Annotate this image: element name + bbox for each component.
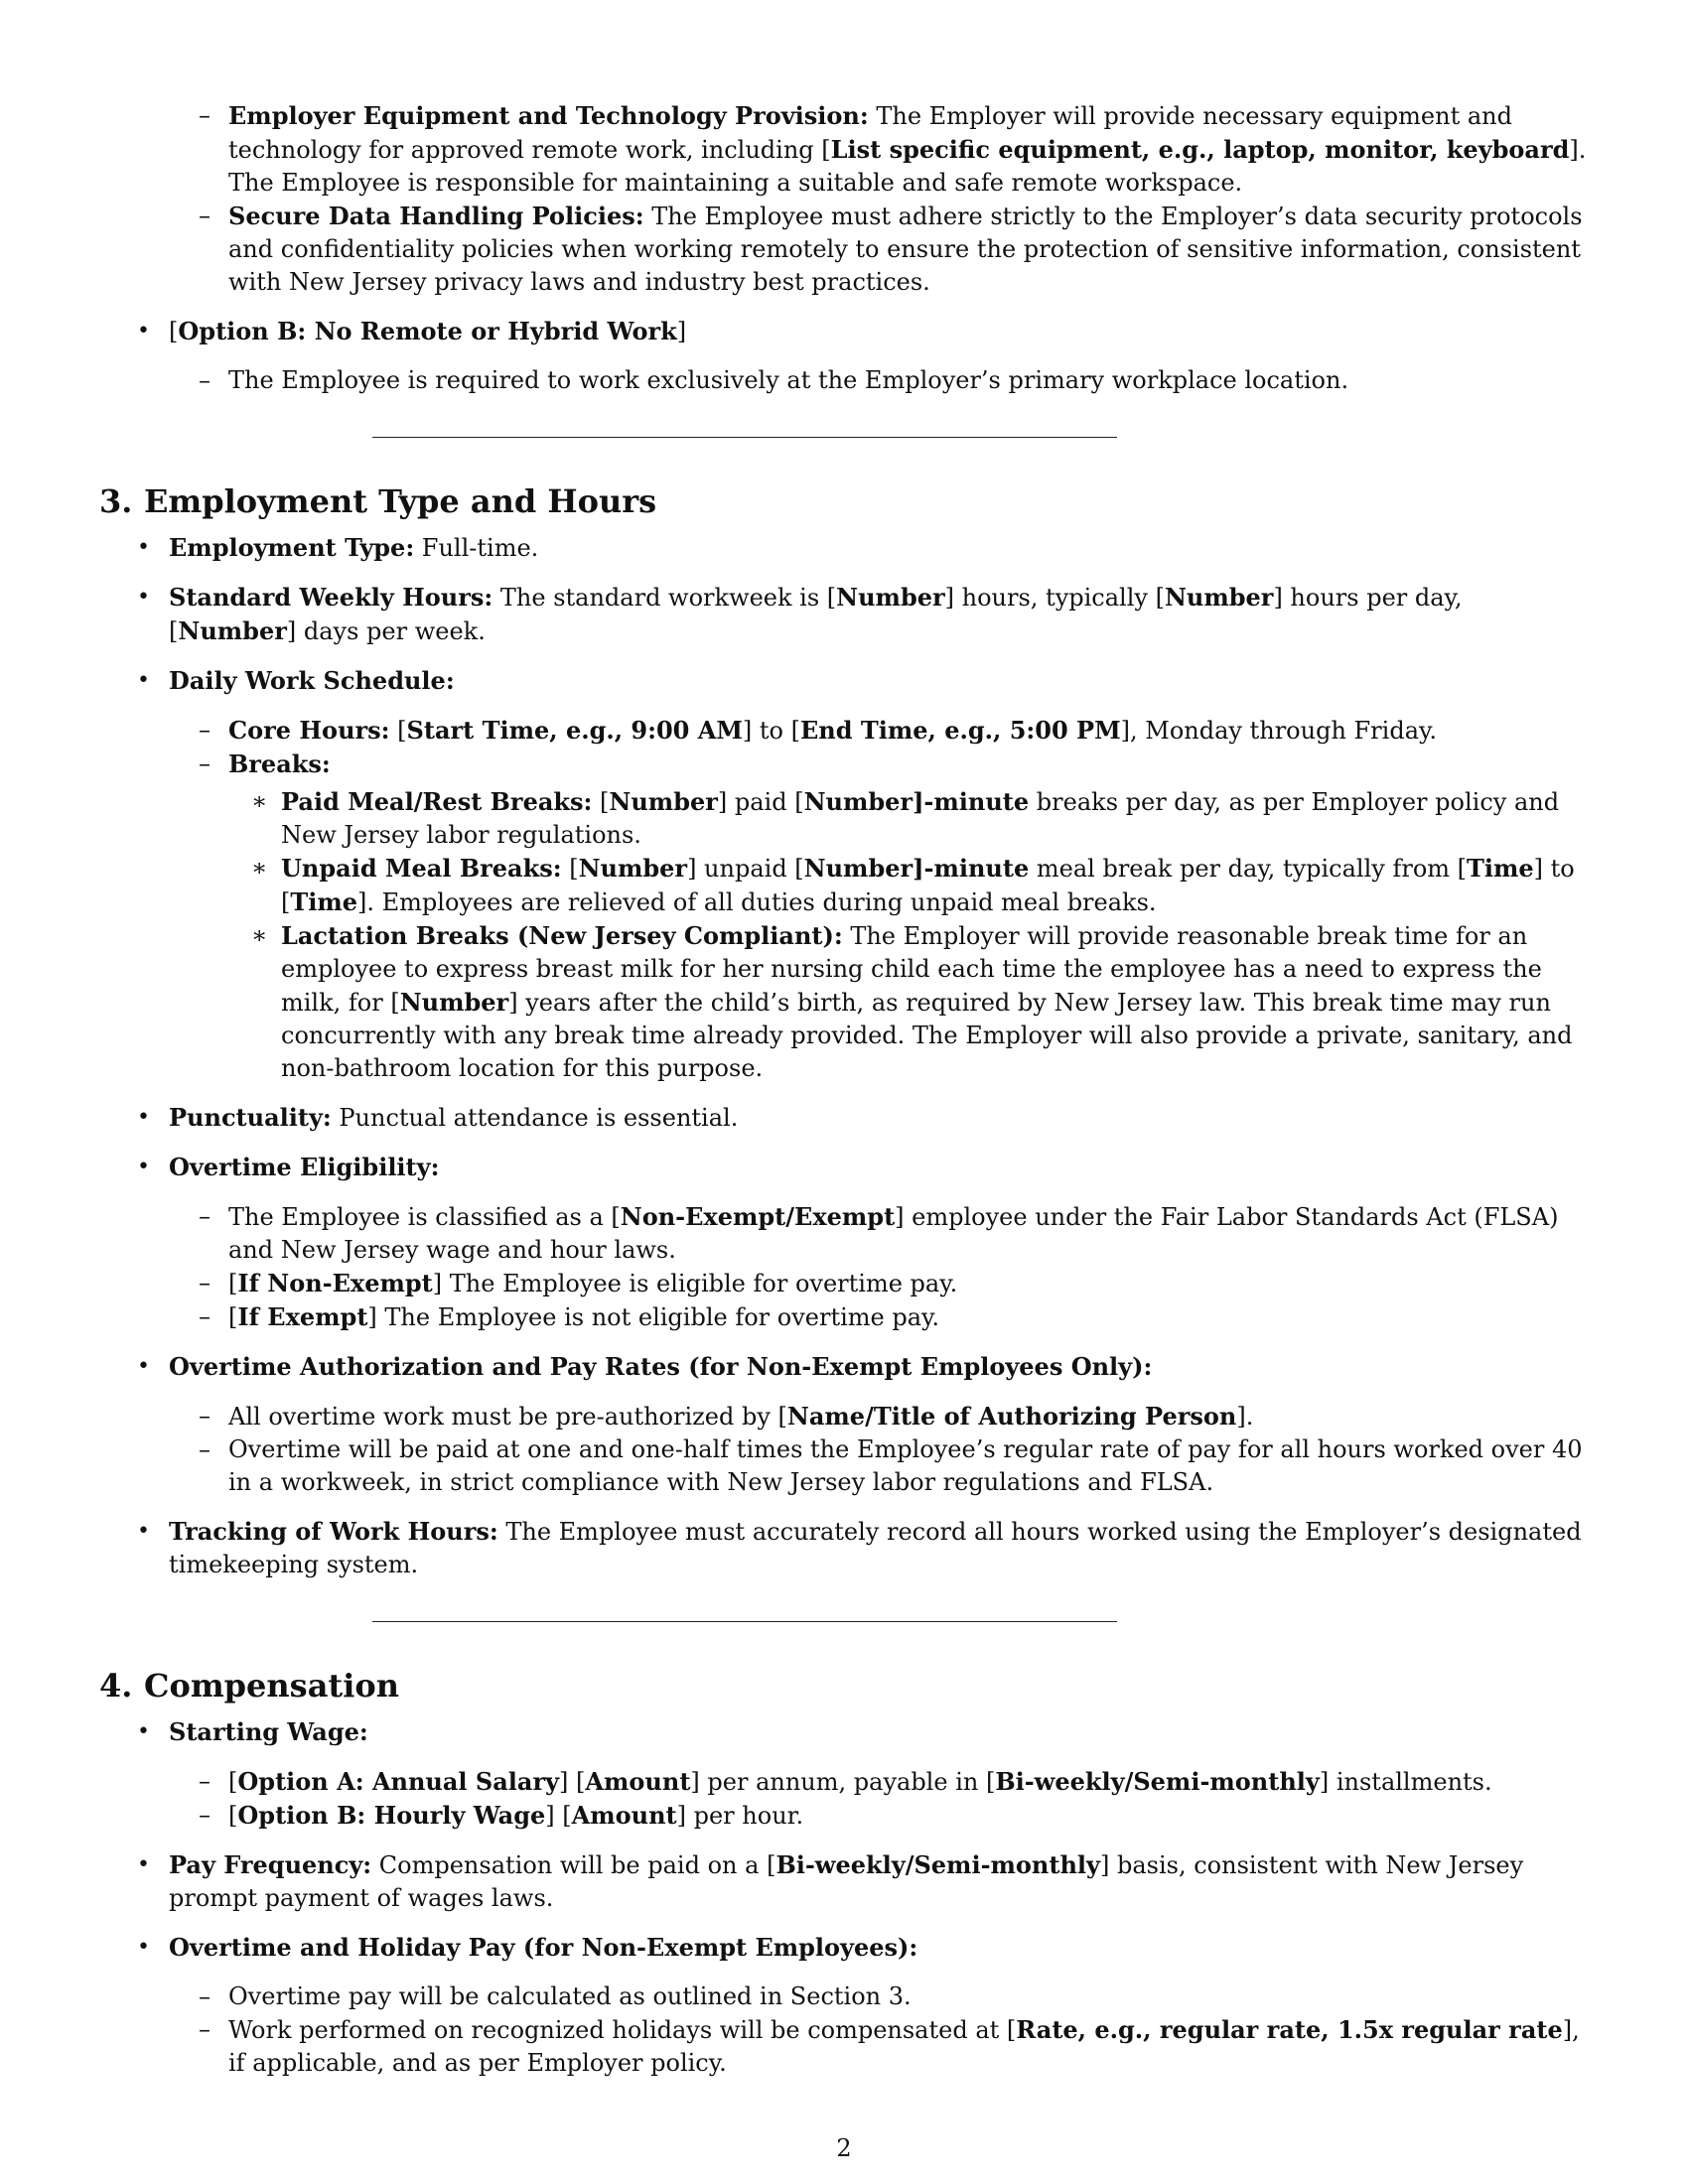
list-item: – Employer Equipment and Technology Provision: The Employer will provide necessary equipment and technology for approved remote work, including [List specific equipment, e.g., laptop, monitor, keyboard]. The Employee is responsible for maintaining a suitable and safe remote workspace.: [99, 99, 1589, 200]
overtime-eligibility-sublist: [99, 1200, 1589, 1334]
list-item: – Core Hours: [Start Time, e.g., 9:00 AM] to [End Time, e.g., 5:00 PM], Monday through Friday.: [99, 714, 1589, 748]
list-item: – [If Exempt] The Employee is not eligible for overtime pay.: [99, 1300, 1589, 1334]
section-heading: 4. Compensation: [99, 1667, 399, 1705]
list-item: – All overtime work must be pre-authorized by [Name/Title of Authorizing Person].: [99, 1400, 1589, 1433]
section-4-list: [99, 1715, 1589, 2080]
starting-wage-sublist: [99, 1765, 1589, 1833]
list-item: – [Option A: Annual Salary] [Amount] per annum, payable in [Bi-weekly/Semi-monthly] installments.: [99, 1765, 1589, 1799]
list-item: – Secure Data Handling Policies: The Employee must adhere strictly to the Employer’s data security protocols and confidentiality policies when working remotely to ensure the protection of sensitive information, consistent with New Jersey privacy laws and industry best practices.: [99, 200, 1589, 299]
list-item: • Employment Type: Full-time.: [99, 531, 1589, 565]
list-item: • Pay Frequency: Compensation will be paid on a [Bi-weekly/Semi-monthly] basis, consistent with New Jersey prompt payment of wages laws.: [99, 1848, 1589, 1915]
page-number: 2: [836, 2134, 852, 2162]
list-item: ∗ Paid Meal/Rest Breaks: [Number] paid [Number]-minute breaks per day, as per Employer policy and New Jersey labor regulations.: [99, 785, 1589, 852]
list-item: – [If Non-Exempt] The Employee is eligible for overtime pay.: [99, 1267, 1589, 1300]
breaks-sublist: [99, 785, 1589, 1085]
list-item: – [Option B: Hourly Wage] [Amount] per hour.: [99, 1799, 1589, 1833]
option-b-list: [99, 315, 1589, 397]
placeholder: List specific equipment, e.g., laptop, monitor, keyboard: [830, 135, 1570, 164]
list-item: ∗ Unpaid Meal Breaks: [Number] unpaid [Number]-minute meal break per day, typically from [Time] to [Time]. Employees are relieved of all duties during unpaid meal breaks.: [99, 852, 1589, 919]
list-item: • Overtime and Holiday Pay (for Non-Exempt Employees): – Overtime pay will be calculated as outlined in Section 3. – Work performed on recognized holidays will be compensated at [Rate, e.g., regular rate, 1.5x regular rate], if applicable, and as per Employer policy.: [99, 1931, 1589, 2080]
list-item: • Overtime Eligibility: – The Employee is classified as a [Non-Exempt/Exempt] employee under the Fair Labor Standards Act (FLSA) and New Jersey wage and hour laws. – [If Non-Exempt] The Employee is eligible for overtime pay. – [If Exempt] The Employee is not eligible for overtime pay.: [99, 1151, 1589, 1334]
option-b-sublist: [99, 364, 1589, 397]
list-item: – Overtime pay will be calculated as outlined in Section 3.: [99, 1980, 1589, 2013]
overtime-holiday-sublist: [99, 1980, 1589, 2080]
section-divider: [372, 1621, 1117, 1622]
list-item: • Overtime Authorization and Pay Rates (for Non-Exempt Employees Only): – All overtime work must be pre-authorized by [Name/Title of Authorizing Person]. – Overtime will be paid at one and one-half times the Employee’s regular rate of pay for all hours worked over 40 in a workweek, in strict compliance with New Jersey labor regulations and FLSA.: [99, 1350, 1589, 1499]
list-item: • Punctuality: Punctual attendance is essential.: [99, 1101, 1589, 1135]
list-item: – Overtime will be paid at one and one-half times the Employee’s regular rate of pay for all hours worked over 40 in a workweek, in strict compliance with New Jersey labor regulations and FLSA.: [99, 1433, 1589, 1499]
section-title: Compensation: [144, 1667, 399, 1705]
section-heading: 3. Employment Type and Hours: [99, 482, 657, 520]
section-title: Employment Type and Hours: [144, 482, 657, 520]
list-item: • Tracking of Work Hours: The Employee must accurately record all hours worked using the Employer’s designated timekeeping system.: [99, 1515, 1589, 1581]
list-item: ∗ Lactation Breaks (New Jersey Compliant): The Employer will provide reasonable break time for an employee to express breast milk for her nursing child each time the employee has a need to express the milk, for [Number] years after the child’s birth, as required by New Jersey law. This break time may run concurrently with any break time already provided. The Employer will also provide a private, sanitary, and non-bathroom location for this purpose.: [99, 919, 1589, 1085]
section-3-list: [99, 531, 1589, 1581]
remote-work-sublist: [99, 99, 1589, 299]
list-item: • Standard Weekly Hours: The standard workweek is [Number] hours, typically [Number] hours per day, [Number] days per week.: [99, 581, 1589, 648]
list-item: – Breaks:: [99, 748, 1589, 781]
daily-schedule-sublist: [99, 714, 1589, 781]
list-item: • Daily Work Schedule: – Core Hours: [Start Time, e.g., 9:00 AM] to [End Time, e.g., 5:00 PM], Monday through Friday. – Breaks: ∗ Paid Meal/Rest Breaks: [Number] paid [Number]-minute breaks per day, as per Employer policy and New Jersey labor regulations. ∗ Unpaid Meal Breaks: [Number] unpaid [Number]-minute meal break per day, typically from [Time] to [Time]. Employees are relieved of all duties during unpaid meal breaks. ∗ Lactation Breaks (New Jersey Compliant): The Employer will provide reasonable break time for an employee to express breast milk for her nursing child each time the employee has a need to express the milk, for [Number] years after the child’s birth, as required by New Jersey law. This break time may run concurrently with any break time already provided. The Employer will also provide a private, sanitary, and non-bathroom location for this purpose.: [99, 664, 1589, 1085]
list-item: – The Employee is classified as a [Non-Exempt/Exempt] employee under the Fair Labor Standards Act (FLSA) and New Jersey wage and hour laws.: [99, 1200, 1589, 1267]
item-heading: Secure Data Handling Policies:: [228, 202, 644, 230]
list-item: • [Option B: No Remote or Hybrid Work] – The Employee is required to work exclusively at the Employer’s primary workplace location.: [99, 315, 1589, 397]
list-item: • Starting Wage: – [Option A: Annual Salary] [Amount] per annum, payable in [Bi-weekly/Semi-monthly] installments. – [Option B: Hourly Wage] [Amount] per hour.: [99, 1715, 1589, 1833]
list-item: – Work performed on recognized holidays will be compensated at [Rate, e.g., regular rate, 1.5x regular rate], if applicable, and as per Employer policy.: [99, 2013, 1589, 2080]
option-b-label: Option B: No Remote or Hybrid Work: [178, 317, 677, 345]
item-heading: Employer Equipment and Technology Provision:: [228, 101, 869, 130]
overtime-auth-sublist: [99, 1400, 1589, 1499]
page-content: [99, 99, 1589, 2084]
section-divider: [372, 437, 1117, 438]
list-item: – The Employee is required to work exclusively at the Employer’s primary workplace location.: [99, 364, 1589, 397]
